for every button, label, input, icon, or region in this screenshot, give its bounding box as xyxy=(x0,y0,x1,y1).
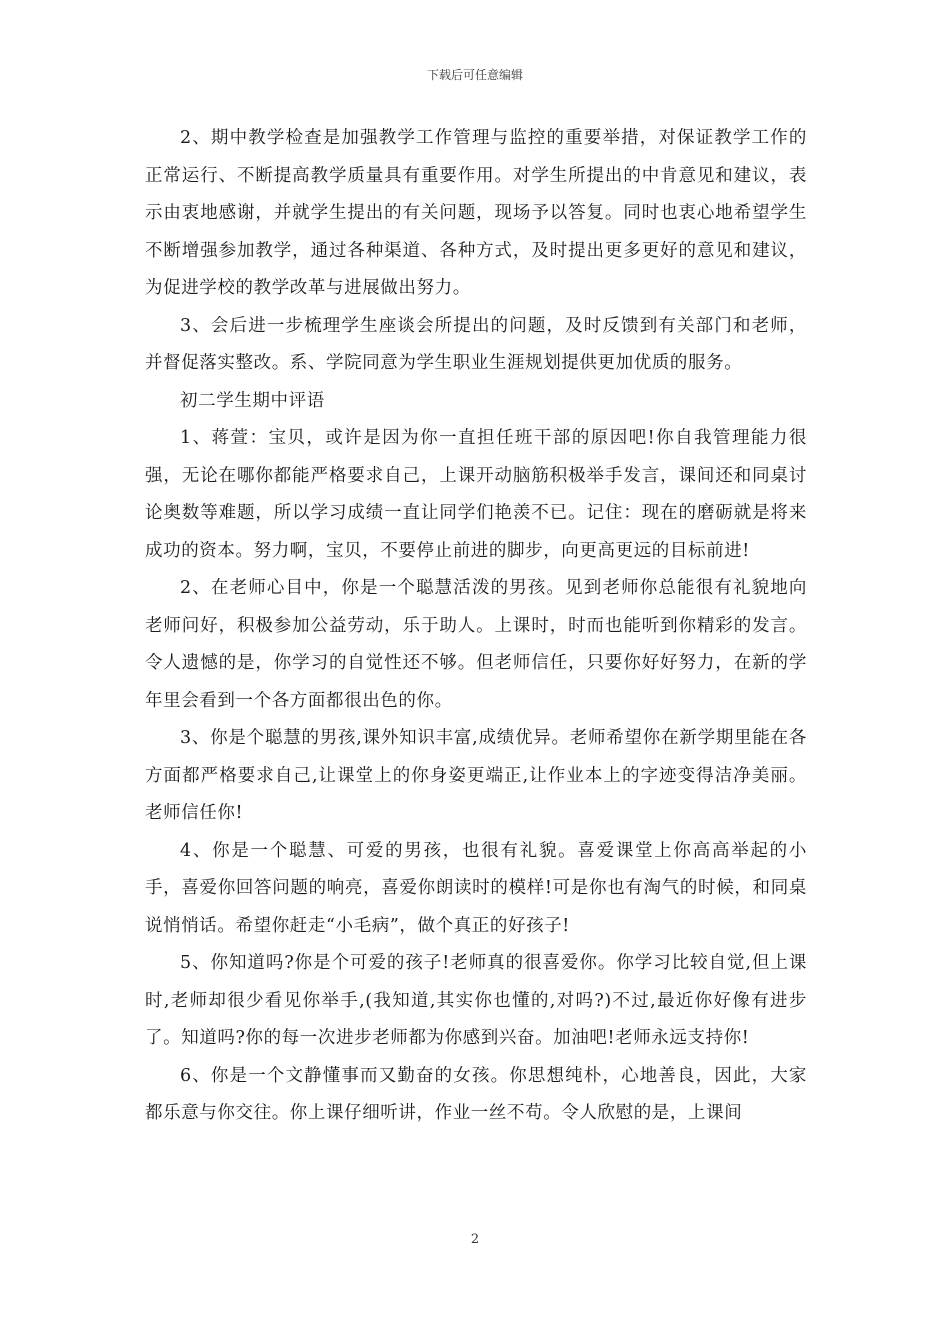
paragraph-6: 4、你是一个聪慧、可爱的男孩，也很有礼貌。喜爱课堂上你高高举起的小手，喜爱你回答问题的响亮，喜爱你朗读时的模样!可是你也有淘气的时候，和同桌说悄悄话。希望你赶走“小毛病”，做个真正的好孩子! xyxy=(145,840,807,936)
paragraph-2: 3、会后进一步梳理学生座谈会所提出的问题，及时反馈到有关部门和老师，并督促落实整改。系、学院同意为学生职业生涯规划提供更加优质的服务。 xyxy=(145,315,807,373)
paragraph-1: 2、期中教学检查是加强教学工作管理与监控的重要举措，对保证教学工作的正常运行、不断提高教学质量具有重要作用。对学生所提出的中肯意见和建议，表示由衷地感谢，并就学生提出的有关问题，现场予以答复。同时也衷心地希望学生不断增强参加教学，通过各种渠道、各种方式，及时提出更多更好的意见和建议，为促进学校的教学改革与进展做出努力。 xyxy=(145,128,807,298)
paragraph-4: 2、在老师心目中，你是一个聪慧活泼的男孩。见到老师你总能很有礼貌地向老师问好，积极参加公益劳动，乐于助人。上课时，时而也能听到你精彩的发言。令人遗憾的是，你学习的自觉性还不够。但老师信任，只要你好好努力，在新的学年里会看到一个各方面都很出色的你。 xyxy=(145,578,807,711)
paragraph-7: 5、你知道吗?你是个可爱的孩子!老师真的很喜爱你。你学习比较自觉,但上课时,老师却很少看见你举手,(我知道,其实你也懂的,对吗?)不过,最近你好像有进步了。知道吗?你的每一次进步老师都为你感到兴奋。加油吧!老师永远支持你! xyxy=(145,953,807,1048)
paragraph-3: 1、蒋萱：宝贝，或许是因为你一直担任班干部的原因吧!你自我管理能力很强，无论在哪你都能严格要求自己，上课开动脑筋积极举手发言，课间还和同桌讨论奥数等难题，所以学习成绩一直让同学们艳羡不已。记住：现在的磨砺就是将来成功的资本。努力啊，宝贝，不要停止前进的脚步，向更高更远的目标前进! xyxy=(145,428,807,561)
paragraph-8: 6、你是一个文静懂事而又勤奋的女孩。你思想纯朴，心地善良，因此，大家都乐意与你交往。你上课仔细听讲，作业一丝不苟。令人欣慰的是，上课间 xyxy=(145,1065,807,1123)
document-body xyxy=(145,120,807,1133)
section-title: 初二学生期中评语 xyxy=(180,390,325,411)
page-header: 下载后可任意编辑 xyxy=(426,68,523,82)
paragraph-5: 3、你是个聪慧的男孩,课外知识丰富,成绩优异。老师希望你在新学期里能在各方面都严格要求自己,让课堂上的你身姿更端正,让作业本上的字迹变得洁净美丽。老师信任你! xyxy=(145,728,807,823)
page-number: 2 xyxy=(470,1232,480,1247)
